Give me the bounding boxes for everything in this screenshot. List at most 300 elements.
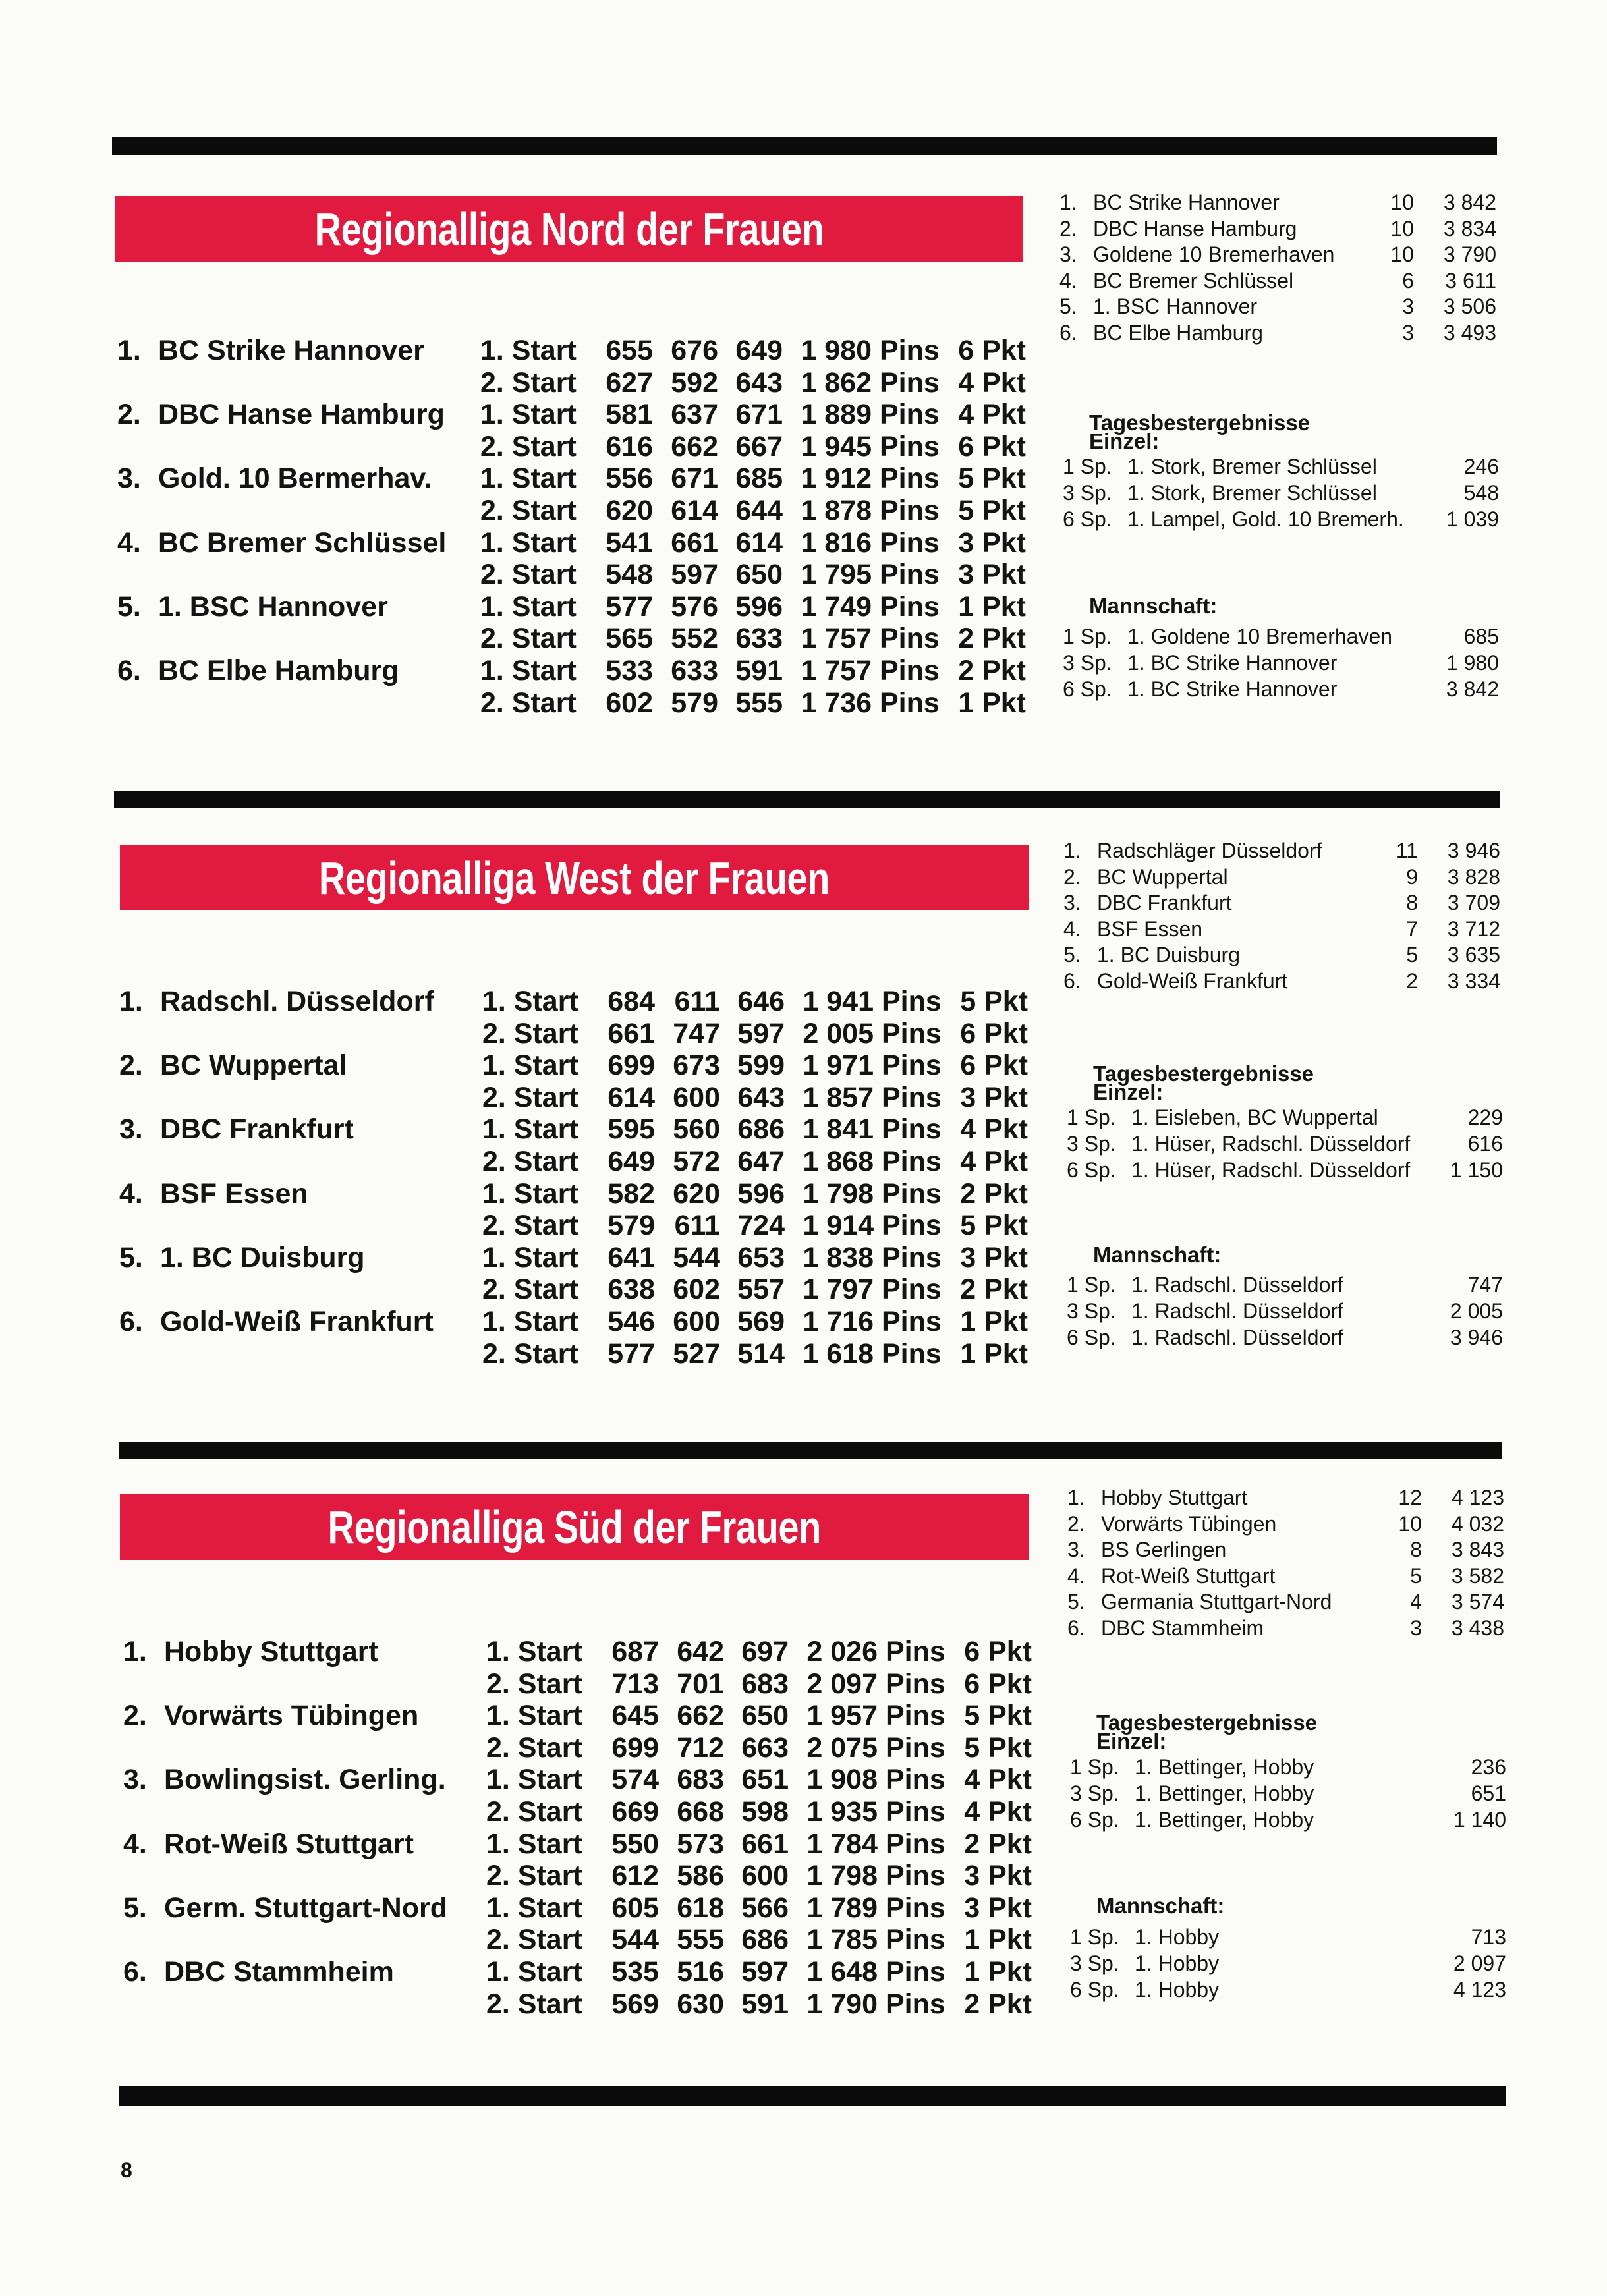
einzel-list <box>1070 1754 1506 1833</box>
team-result <box>119 1050 1028 1113</box>
game-1-pins: 616 <box>606 430 653 462</box>
pins-unit: Pins <box>882 1050 942 1082</box>
game-2-pins: 600 <box>673 1081 720 1113</box>
total-pins: 1 798 <box>803 1177 874 1210</box>
standings-team: Vorwärts Tübingen <box>1101 1511 1277 1536</box>
total-pins: 1 838 <box>803 1241 874 1274</box>
standings-team: Goldene 10 Bremerhaven <box>1093 242 1335 266</box>
match-points: 3 Pkt <box>964 1891 1032 1924</box>
pins-unit: Pins <box>882 1177 942 1210</box>
game-1-pins: 541 <box>606 526 653 559</box>
game-1-pins: 687 <box>611 1636 659 1667</box>
match-results-table <box>123 1636 1032 2020</box>
team-name: Gold. 10 Bermerhav. <box>158 462 432 495</box>
start-row <box>117 367 1026 399</box>
league-title: Regionalliga Nord der Frauen <box>314 203 824 255</box>
match-points: 3 Pkt <box>960 1081 1028 1113</box>
standings-pins: 3 828 <box>1447 864 1500 889</box>
team-name: Bowlingsist. Gerling. <box>164 1764 446 1796</box>
best-value: 747 <box>1467 1273 1503 1297</box>
game-2-pins: 668 <box>677 1795 724 1828</box>
standings-points: 5 <box>1406 943 1418 966</box>
pins-unit: Pins <box>880 654 940 686</box>
standings-row <box>1059 294 1496 320</box>
game-3-pins: 643 <box>737 1081 785 1113</box>
game-3-pins: 685 <box>735 462 783 495</box>
section-divider-bar <box>114 791 1500 808</box>
match-points: 3 Pkt <box>960 1241 1028 1274</box>
total-pins: 1 736 <box>801 686 872 719</box>
pins-unit: Pins <box>882 986 942 1017</box>
standings-points: 10 <box>1398 1511 1422 1536</box>
game-1-pins: 699 <box>607 1050 655 1082</box>
einzel-list <box>1063 453 1499 532</box>
einzel-label: Einzel: <box>1093 1080 1164 1104</box>
best-value: 4 123 <box>1453 1978 1506 2002</box>
game-1-pins: 550 <box>611 1828 659 1860</box>
team-rank: 1. <box>119 986 143 1017</box>
game-1-pins: 574 <box>611 1764 659 1796</box>
standings-rank: 1. <box>1067 1486 1085 1509</box>
start-label: 1. Start <box>482 1305 578 1337</box>
pins-unit: Pins <box>886 1795 945 1828</box>
total-pins: 1 980 <box>801 335 872 366</box>
game-1-pins: 684 <box>607 986 655 1017</box>
best-entry: 1. Stork, Bremer Schlüssel <box>1127 481 1377 505</box>
start-row <box>123 1956 1032 1988</box>
team-name: Rot-Weiß Stuttgart <box>164 1828 414 1860</box>
best-row <box>1063 650 1499 676</box>
daily-best-results <box>1067 1061 1503 1377</box>
best-games: 3 Sp. <box>1063 481 1112 505</box>
game-2-pins: 630 <box>677 1988 724 2020</box>
standings-team: BC Bremer Schlüssel <box>1093 268 1294 293</box>
total-pins: 1 914 <box>803 1210 874 1242</box>
match-points: 2 Pkt <box>958 654 1026 686</box>
game-2-pins: 572 <box>673 1145 720 1177</box>
best-entry: 1. Radschl. Düsseldorf <box>1131 1326 1343 1349</box>
team-result <box>119 1306 1028 1370</box>
match-points: 4 Pkt <box>958 399 1026 431</box>
best-games: 6 Sp. <box>1063 507 1112 531</box>
mannschaft-label: Mannschaft: <box>1096 1893 1225 1918</box>
game-3-pins: 598 <box>741 1795 789 1828</box>
start-row <box>117 623 1026 655</box>
total-pins: 1 618 <box>803 1337 874 1370</box>
best-value: 236 <box>1471 1755 1506 1779</box>
start-row <box>117 559 1026 591</box>
match-points: 5 Pkt <box>960 986 1028 1017</box>
standings-pins: 3 946 <box>1447 839 1500 862</box>
team-result <box>119 1178 1028 1242</box>
best-entry: 1. Goldene 10 Bremerhaven <box>1127 625 1393 648</box>
total-pins: 1 749 <box>801 590 872 623</box>
best-entry: 1. BC Strike Hannover <box>1127 651 1338 675</box>
match-points: 4 Pkt <box>964 1795 1032 1828</box>
standings-row <box>1063 838 1500 864</box>
best-games: 1 Sp. <box>1070 1755 1119 1779</box>
game-3-pins: 683 <box>741 1667 789 1700</box>
best-entry: 1. Radschl. Düsseldorf <box>1131 1273 1343 1297</box>
total-pins: 1 797 <box>803 1274 874 1306</box>
best-games: 1 Sp. <box>1067 1273 1116 1297</box>
start-label: 2. Start <box>486 1860 582 1892</box>
game-2-pins: 576 <box>671 590 718 623</box>
standings-row <box>1063 968 1500 995</box>
game-3-pins: 555 <box>735 686 783 719</box>
best-value: 713 <box>1471 1925 1506 1949</box>
match-points: 2 Pkt <box>960 1177 1028 1210</box>
game-1-pins: 556 <box>606 462 653 495</box>
standings-team: Germania Stuttgart-Nord <box>1101 1590 1332 1613</box>
start-row <box>123 1988 1032 2021</box>
game-3-pins: 671 <box>735 399 783 431</box>
daily-best-title: Tagesbestergebnisse <box>1089 410 1311 435</box>
match-points: 6 Pkt <box>960 1017 1028 1050</box>
best-entry: 1. Hüser, Radschl. Düsseldorf <box>1131 1158 1411 1182</box>
standings-points: 12 <box>1398 1486 1422 1509</box>
best-games: 6 Sp. <box>1067 1158 1116 1182</box>
standings-rank: 1. <box>1063 839 1081 862</box>
game-2-pins: 611 <box>674 986 720 1017</box>
pins-unit: Pins <box>886 1700 945 1732</box>
standings-row <box>1059 216 1496 242</box>
best-value: 3 946 <box>1450 1326 1503 1349</box>
game-2-pins: 600 <box>673 1305 720 1337</box>
game-3-pins: 633 <box>735 623 783 655</box>
game-2-pins: 618 <box>677 1891 724 1924</box>
team-rank: 3. <box>119 1113 143 1146</box>
best-games: 1 Sp. <box>1063 455 1112 478</box>
game-3-pins: 596 <box>735 590 783 623</box>
best-row <box>1067 1131 1503 1157</box>
game-3-pins: 644 <box>735 494 783 526</box>
match-points: 4 Pkt <box>964 1764 1032 1796</box>
team-rank: 1. <box>123 1636 147 1667</box>
pins-unit: Pins <box>886 1988 945 2020</box>
best-value: 651 <box>1471 1781 1506 1805</box>
best-row <box>1067 1272 1503 1298</box>
match-results-table <box>117 335 1026 719</box>
start-row <box>123 1892 1032 1924</box>
mannschaft-label: Mannschaft: <box>1093 1243 1222 1267</box>
standings-team: BSF Essen <box>1097 916 1203 941</box>
start-row <box>123 1860 1032 1892</box>
pins-unit: Pins <box>886 1828 945 1860</box>
team-result <box>117 335 1026 399</box>
start-label: 1. Start <box>482 1177 578 1210</box>
standings-points: 2 <box>1406 968 1418 993</box>
standings-pins: 3 635 <box>1447 943 1500 966</box>
pins-unit: Pins <box>880 686 940 719</box>
standings-row <box>1059 190 1496 216</box>
standings-pins: 3 506 <box>1443 294 1496 318</box>
team-rank: 1. <box>117 335 141 366</box>
team-name: BSF Essen <box>160 1177 308 1210</box>
standings-team: Radschläger Düsseldorf <box>1097 839 1322 862</box>
best-value: 1 980 <box>1446 651 1499 675</box>
pins-unit: Pins <box>882 1145 942 1177</box>
standings-rank: 4. <box>1063 916 1081 941</box>
standings-team: Rot-Weiß Stuttgart <box>1101 1563 1276 1588</box>
team-result <box>117 462 1026 526</box>
standings-pins: 3 834 <box>1443 216 1496 240</box>
best-entry: 1. Bettinger, Hobby <box>1135 1781 1314 1805</box>
best-value: 1 150 <box>1450 1158 1503 1182</box>
game-3-pins: 667 <box>735 430 783 462</box>
standings-points: 10 <box>1390 242 1414 266</box>
game-3-pins: 600 <box>741 1860 789 1892</box>
standings-pins: 3 493 <box>1443 320 1496 345</box>
best-entry: 1. Hobby <box>1135 1925 1220 1949</box>
team-rank: 6. <box>123 1955 147 1988</box>
team-rank: 5. <box>119 1241 143 1274</box>
team-result <box>117 527 1026 591</box>
start-row <box>119 1210 1028 1242</box>
total-pins: 1 889 <box>801 399 872 431</box>
game-2-pins: 671 <box>671 462 718 495</box>
mannschaft-list <box>1067 1272 1503 1351</box>
match-points: 2 Pkt <box>960 1274 1028 1306</box>
pins-unit: Pins <box>880 430 940 462</box>
game-3-pins: 651 <box>741 1764 789 1796</box>
game-1-pins: 645 <box>611 1700 659 1732</box>
total-pins: 1 784 <box>806 1828 878 1860</box>
team-name: Vorwärts Tübingen <box>164 1700 419 1732</box>
game-3-pins: 569 <box>737 1305 785 1337</box>
start-label: 1. Start <box>486 1764 582 1796</box>
best-row <box>1067 1157 1503 1183</box>
match-points: 3 Pkt <box>964 1860 1032 1892</box>
team-name: BC Strike Hannover <box>158 335 424 366</box>
match-points: 2 Pkt <box>964 1988 1032 2020</box>
start-row <box>117 495 1026 527</box>
total-pins: 1 941 <box>803 986 874 1017</box>
pins-unit: Pins <box>886 1924 945 1956</box>
best-row <box>1063 453 1499 480</box>
standings-row <box>1063 864 1500 891</box>
team-rank: 2. <box>119 1050 143 1082</box>
best-entry: 1. Hobby <box>1135 1951 1220 1975</box>
start-row <box>123 1828 1032 1861</box>
start-label: 2. Start <box>486 1667 582 1700</box>
pins-unit: Pins <box>882 1337 942 1370</box>
game-1-pins: 569 <box>611 1988 659 2020</box>
standings-row <box>1059 268 1496 294</box>
standings-rank: 6. <box>1063 968 1081 993</box>
game-3-pins: 650 <box>741 1700 789 1732</box>
best-entry: 1. Hüser, Radschl. Düsseldorf <box>1131 1132 1411 1156</box>
standings-team: 1. BC Duisburg <box>1097 943 1240 966</box>
team-rank: 5. <box>123 1891 147 1924</box>
match-points: 5 Pkt <box>958 462 1026 495</box>
start-label: 1. Start <box>480 335 577 366</box>
game-1-pins: 638 <box>607 1274 655 1306</box>
standings-team: BC Strike Hannover <box>1093 190 1280 214</box>
start-row <box>119 1050 1028 1082</box>
start-label: 2. Start <box>482 1274 578 1306</box>
standings-pins: 3 582 <box>1451 1563 1504 1588</box>
best-value: 3 842 <box>1446 677 1499 701</box>
best-value: 616 <box>1467 1132 1503 1156</box>
game-1-pins: 669 <box>611 1795 659 1828</box>
game-2-pins: 683 <box>677 1764 724 1796</box>
standings-table <box>1067 1485 1504 1641</box>
best-row <box>1063 480 1499 506</box>
start-label: 1. Start <box>486 1636 582 1667</box>
game-3-pins: 724 <box>737 1210 785 1242</box>
match-points: 5 Pkt <box>960 1210 1028 1242</box>
start-label: 2. Start <box>480 494 577 526</box>
total-pins: 1 908 <box>806 1764 878 1796</box>
game-1-pins: 661 <box>607 1017 655 1050</box>
league-title: Regionalliga West der Frauen <box>318 852 830 904</box>
start-label: 1. Start <box>480 654 577 686</box>
standings-row <box>1063 890 1500 916</box>
start-row <box>123 1796 1032 1828</box>
best-row <box>1063 676 1499 702</box>
game-2-pins: 662 <box>671 430 718 462</box>
best-games: 1 Sp. <box>1067 1106 1116 1129</box>
pins-unit: Pins <box>882 1017 942 1050</box>
game-1-pins: 627 <box>606 366 653 399</box>
game-2-pins: 712 <box>677 1731 724 1764</box>
standings-points: 3 <box>1410 1615 1422 1640</box>
team-rank: 2. <box>123 1700 147 1732</box>
pins-unit: Pins <box>886 1955 945 1988</box>
daily-best-title: Tagesbestergebnisse <box>1093 1061 1314 1086</box>
start-row <box>117 399 1026 431</box>
einzel-label: Einzel: <box>1089 429 1160 453</box>
game-1-pins: 581 <box>606 399 653 431</box>
game-2-pins: 661 <box>671 526 718 559</box>
game-1-pins: 595 <box>607 1113 655 1146</box>
game-2-pins: 602 <box>673 1274 720 1306</box>
standings-rank: 3. <box>1067 1538 1085 1561</box>
best-row <box>1063 623 1499 650</box>
standings-row <box>1063 916 1500 943</box>
standings-rank: 6. <box>1067 1615 1085 1640</box>
game-1-pins: 649 <box>607 1145 655 1177</box>
best-games: 6 Sp. <box>1070 1808 1119 1832</box>
game-2-pins: 662 <box>677 1700 724 1732</box>
start-label: 2. Start <box>480 686 577 719</box>
start-label: 2. Start <box>480 623 577 655</box>
team-name: 1. BC Duisburg <box>160 1241 365 1274</box>
pins-unit: Pins <box>880 526 940 559</box>
game-2-pins: 573 <box>677 1828 724 1860</box>
team-rank: 5. <box>117 590 141 623</box>
start-label: 2. Start <box>480 559 577 591</box>
match-points: 1 Pkt <box>958 590 1026 623</box>
best-games: 1 Sp. <box>1070 1925 1119 1949</box>
team-rank: 4. <box>123 1828 147 1860</box>
total-pins: 1 798 <box>806 1860 878 1892</box>
standings-rank: 3. <box>1059 242 1077 266</box>
team-name: Germ. Stuttgart-Nord <box>164 1891 447 1924</box>
standings-row <box>1063 942 1500 968</box>
best-value: 229 <box>1467 1106 1503 1129</box>
game-2-pins: 597 <box>671 559 718 591</box>
game-2-pins: 676 <box>671 335 718 366</box>
best-value: 1 140 <box>1453 1808 1506 1832</box>
start-row <box>117 527 1026 559</box>
standings-team: BC Wuppertal <box>1097 864 1228 889</box>
best-games: 3 Sp. <box>1063 651 1112 675</box>
start-label: 2. Start <box>482 1081 578 1113</box>
best-games: 3 Sp. <box>1070 1781 1119 1805</box>
standings-points: 8 <box>1410 1538 1422 1561</box>
standings-team: DBC Hanse Hamburg <box>1093 216 1297 240</box>
pins-unit: Pins <box>882 1274 942 1306</box>
match-points: 2 Pkt <box>958 623 1026 655</box>
best-entry: 1. Eisleben, BC Wuppertal <box>1131 1106 1378 1129</box>
game-2-pins: 611 <box>674 1210 720 1242</box>
total-pins: 1 862 <box>801 366 872 399</box>
start-row <box>123 1732 1032 1764</box>
team-result <box>123 1700 1032 1764</box>
league-title-banner <box>115 196 1023 262</box>
start-row <box>119 1306 1028 1338</box>
team-rank: 4. <box>119 1177 143 1210</box>
start-label: 1. Start <box>480 399 577 431</box>
standings-rank: 3. <box>1063 891 1081 914</box>
standings-points: 7 <box>1406 916 1418 941</box>
start-label: 2. Start <box>480 366 577 399</box>
match-points: 2 Pkt <box>964 1828 1032 1860</box>
game-3-pins: 646 <box>737 986 785 1017</box>
game-1-pins: 579 <box>607 1210 655 1242</box>
total-pins: 2 005 <box>803 1017 874 1050</box>
match-points: 1 Pkt <box>960 1305 1028 1337</box>
pins-unit: Pins <box>880 590 940 623</box>
team-result <box>123 1636 1032 1700</box>
match-points: 1 Pkt <box>964 1924 1032 1956</box>
best-row <box>1063 506 1499 532</box>
game-1-pins: 614 <box>607 1081 655 1113</box>
standings-points: 5 <box>1410 1563 1422 1588</box>
game-1-pins: 535 <box>611 1955 659 1988</box>
game-2-pins: 586 <box>677 1860 724 1892</box>
game-2-pins: 527 <box>673 1337 720 1370</box>
start-row <box>119 1242 1028 1274</box>
start-label: 1. Start <box>480 590 577 623</box>
match-points: 5 Pkt <box>964 1700 1032 1732</box>
game-2-pins: 560 <box>673 1113 720 1146</box>
start-row <box>117 335 1026 367</box>
start-row <box>119 1146 1028 1178</box>
start-label: 2. Start <box>480 430 577 462</box>
daily-best-results <box>1070 1710 1506 2026</box>
start-label: 2. Start <box>486 1988 582 2020</box>
team-result <box>123 1956 1032 2020</box>
game-3-pins: 599 <box>737 1050 785 1082</box>
game-2-pins: 633 <box>671 654 718 686</box>
game-1-pins: 548 <box>606 559 653 591</box>
standings-team: Hobby Stuttgart <box>1101 1486 1248 1509</box>
start-row <box>117 431 1026 463</box>
standings-pins: 4 032 <box>1451 1511 1504 1536</box>
game-2-pins: 544 <box>673 1241 720 1274</box>
start-row <box>119 1274 1028 1306</box>
start-label: 1. Start <box>486 1828 582 1860</box>
team-rank: 3. <box>117 462 141 495</box>
total-pins: 2 097 <box>806 1667 878 1700</box>
team-name: BC Wuppertal <box>160 1050 347 1082</box>
team-result <box>117 655 1026 719</box>
best-entry: 1. Radschl. Düsseldorf <box>1131 1299 1343 1323</box>
total-pins: 1 789 <box>806 1891 878 1924</box>
